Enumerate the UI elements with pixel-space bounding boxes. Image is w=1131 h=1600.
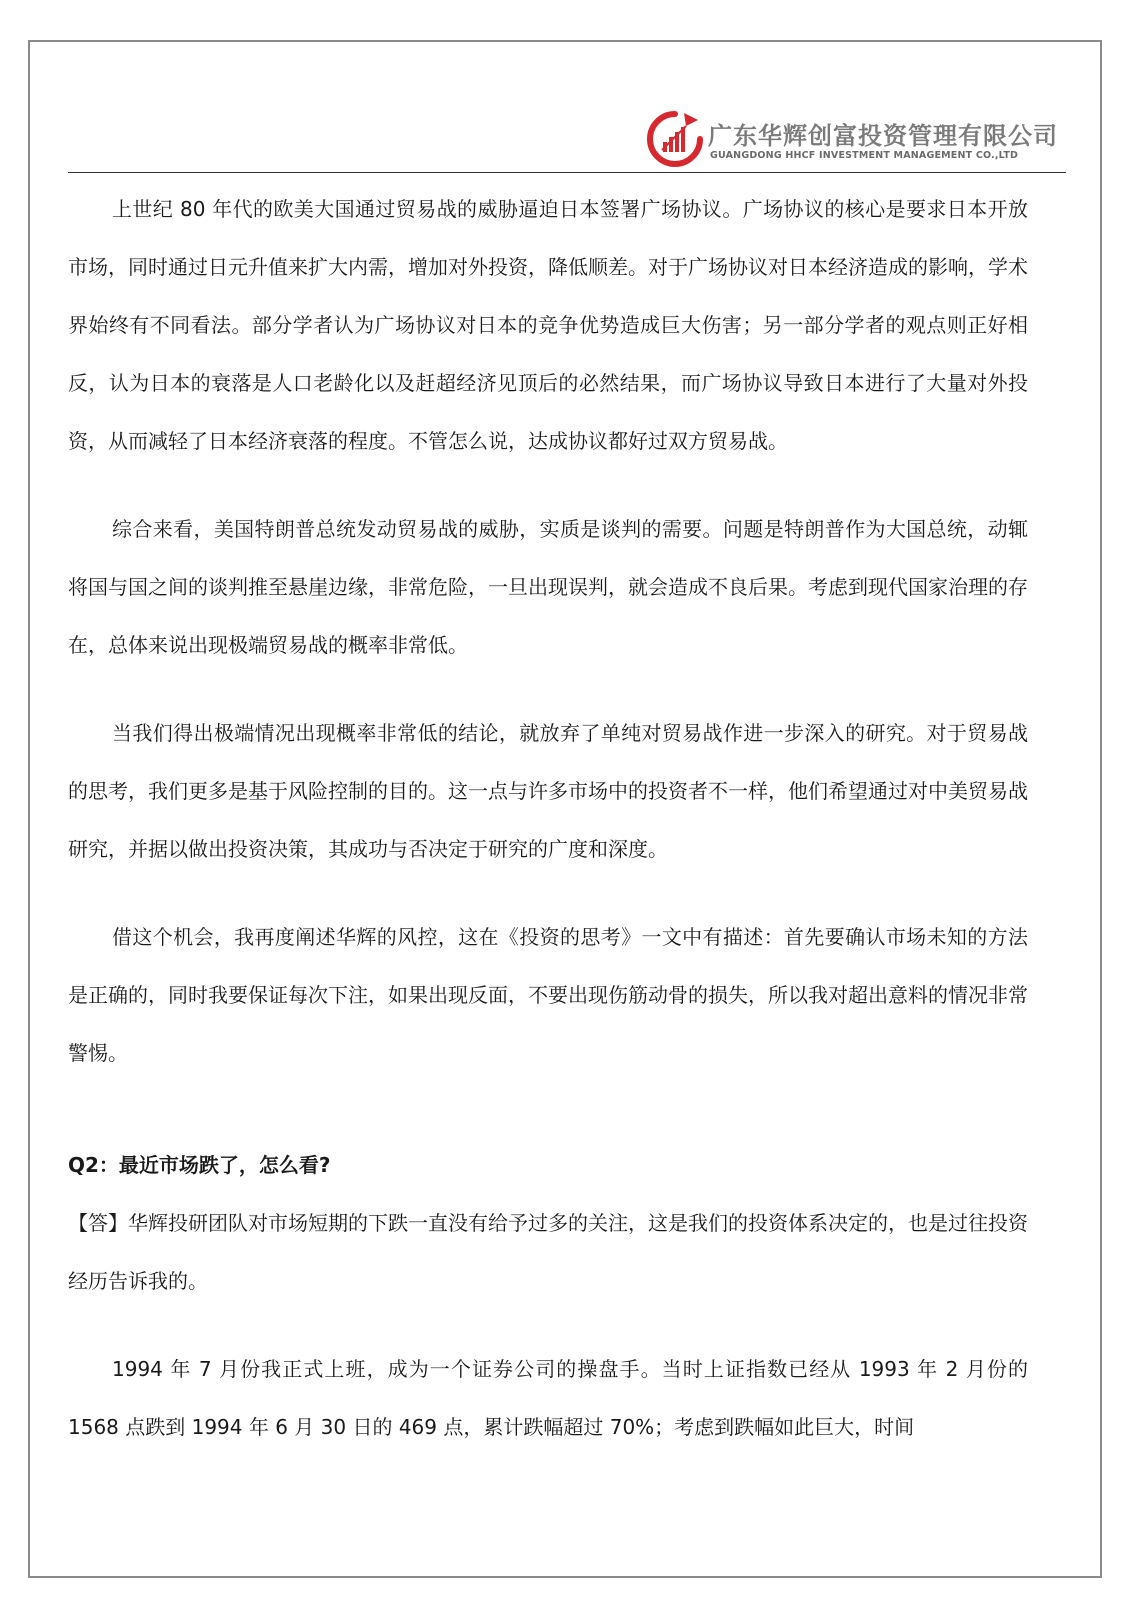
answer-paragraph: 【答】华辉投研团队对市场短期的下跌一直没有给予过多的关注，这是我们的投资体系决定的，也是过往投资经历告诉我的。: [68, 1211, 1028, 1293]
company-name-cn: 广东华辉创富投资管理有限公司: [708, 122, 1058, 150]
company-logo: [646, 110, 1066, 168]
document-body: [68, 180, 1028, 1456]
question-heading: Q2：最近市场跌了，怎么看?: [68, 1153, 331, 1177]
paragraph-2: 综合来看，美国特朗普总统发动贸易战的威胁，实质是谈判的需要。问题是特朗普作为大国总统，动辄将国与国之间的谈判推至悬崖边缘，非常危险，一旦出现误判，就会造成不良后果。考虑到现代国家治理的存在，总体来说出现极端贸易战的概率非常低。: [68, 517, 1028, 657]
header-divider: [68, 172, 1066, 173]
company-name-en: GUANGDONG HHCF INVESTMENT MANAGEMENT CO.,LTD: [710, 150, 1019, 161]
page-header: [68, 100, 1066, 174]
circular-arrow-logo-icon: [646, 110, 704, 168]
paragraph-5: 1994 年 7 月份我正式上班，成为一个证券公司的操盘手。当时上证指数已经从 1993 年 2 月份的 1568 点跌到 1994 年 6 月 30 日的 469 点，累计跌幅超过 70%；考虑到跌幅如此巨大，时间: [68, 1357, 1028, 1439]
paragraph-3: 当我们得出极端情况出现概率非常低的结论，就放弃了单纯对贸易战作进一步深入的研究。对于贸易战的思考，我们更多是基于风险控制的目的。这一点与许多市场中的投资者不一样，他们希望通过对中美贸易战研究，并据以做出投资决策，其成功与否决定于研究的广度和深度。: [68, 721, 1028, 861]
paragraph-1: 上世纪 80 年代的欧美大国通过贸易战的威胁逼迫日本签署广场协议。广场协议的核心是要求日本开放市场，同时通过日元升值来扩大内需，增加对外投资，降低顺差。对于广场协议对日本经济造成的影响，学术界始终有不同看法。部分学者认为广场协议对日本的竞争优势造成巨大伤害；另一部分学者的观点则正好相反，认为日本的衰落是人口老龄化以及赶超经济见顶后的必然结果，而广场协议导致日本进行了大量对外投资，从而减轻了日本经济衰落的程度。不管怎么说，达成协议都好过双方贸易战。: [68, 197, 1028, 453]
paragraph-4: 借这个机会，我再度阐述华辉的风控，这在《投资的思考》一文中有描述：首先要确认市场未知的方法是正确的，同时我要保证每次下注，如果出现反面，不要出现伤筋动骨的损失，所以我对超出意料的情况非常警惕。: [68, 925, 1028, 1065]
